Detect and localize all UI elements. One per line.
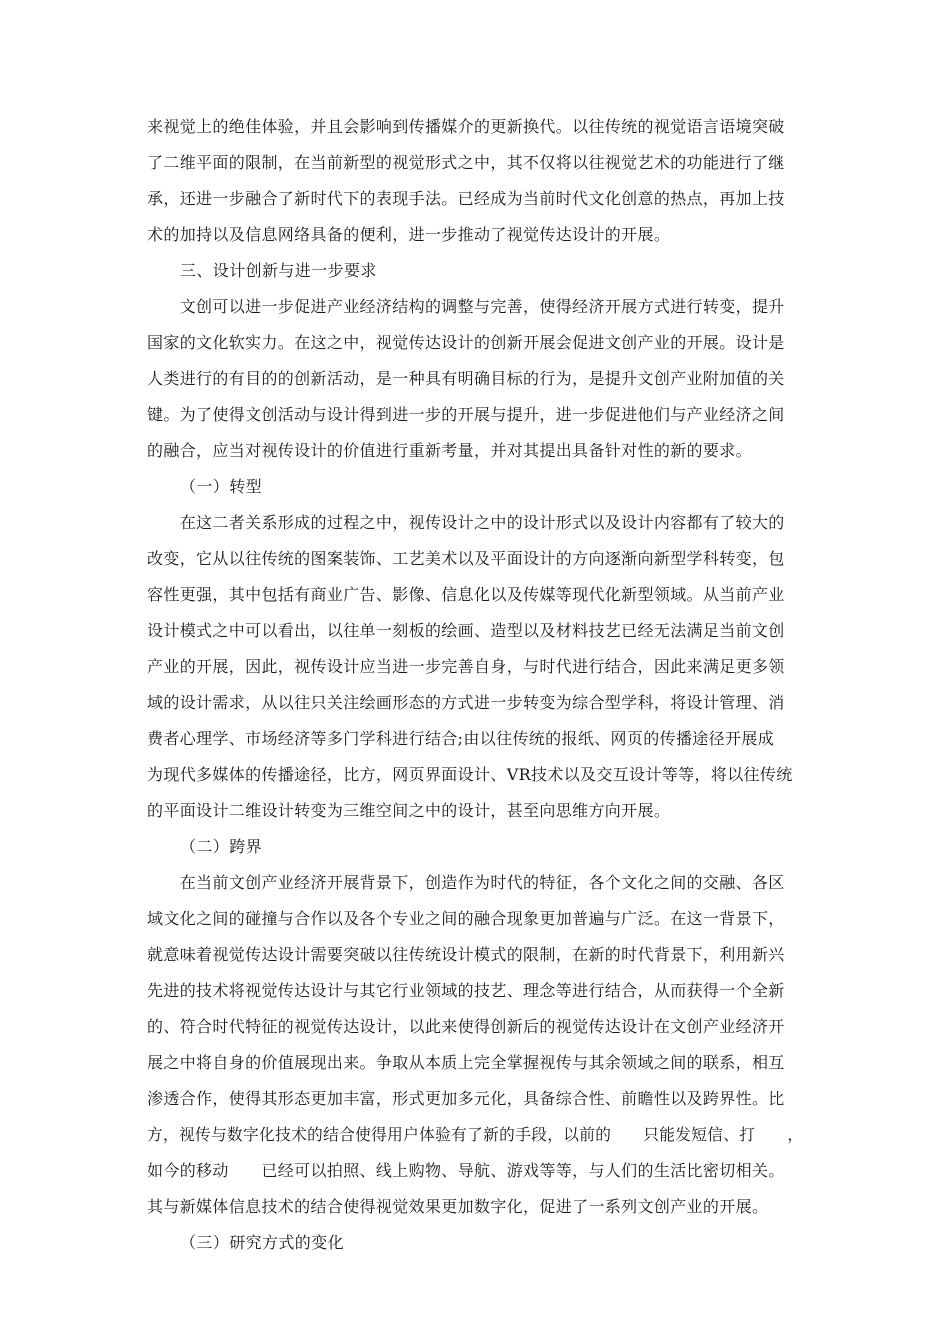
text-line: 了二维平面的限制，在当前新型的视觉形式之中，其不仅将以往视觉艺术的功能进行了继	[147, 153, 785, 172]
text-line: 如今的移动 已经可以拍照、线上购物、导航、游戏等等，与人们的生活比密切相关。	[147, 1161, 785, 1180]
text-line: 的融合，应当对视传设计的价值进行重新考量，并对其提出具备针对性的新的要求。	[147, 441, 752, 460]
text-line: 设计模式之中可以看出，以往单一刻板的绘画、造型以及材料技艺已经无法满足当前文创	[147, 621, 785, 640]
text-line: 先进的技术将视觉传达设计与其它行业领域的技艺、理念等进行结合，从而获得一个全新	[147, 981, 785, 1000]
text-line: 为现代多媒体的传播途径，比方，网页界面设计、VR技术以及交互设计等等，将以往传统	[147, 765, 793, 784]
text-line: 渗透合作，使得其形态更加丰富，形式更加多元化，具备综合性、前瞻性以及跨界性。比	[147, 1089, 785, 1108]
text-line: 域的设计需求，从以往只关注绘画形态的方式进一步转变为综合型学科，将设计管理、消	[147, 693, 785, 712]
subheading-research-method-change: （三）研究方式的变化	[180, 1233, 345, 1252]
text-line: 容性更强，其中包括有商业广告、影像、信息化以及传媒等现代化新型领域。从当前产业	[147, 585, 785, 604]
text-line: 键。为了使得文创活动与设计得到进一步的开展与提升，进一步促进他们与产业经济之间	[147, 405, 785, 424]
text-line: 的平面设计二维设计转变为三维空间之中的设计，甚至向思维方向开展。	[147, 801, 671, 820]
text-line: 产业的开展，因此，视传设计应当进一步完善自身，与时代进行结合，因此来满足更多领	[147, 657, 785, 676]
text-line: 承，还进一步融合了新时代下的表现手法。已经成为当前时代文化创意的热点，再加上技	[147, 189, 785, 208]
text-line: 术的加持以及信息网络具备的便利，进一步推动了视觉传达设计的开展。	[147, 225, 671, 244]
text-line: 在当前文创产业经济开展背景下，创造作为时代的特征，各个文化之间的交融、各区	[147, 873, 785, 892]
text-line: 的、符合时代特征的视觉传达设计，以此来使得创新后的视觉传达设计在文创产业经济开	[147, 1017, 785, 1036]
text-line: 文创可以进一步促进产业经济结构的调整与完善，使得经济开展方式进行转变，提升	[147, 297, 785, 316]
text-line: 费者心理学、市场经济等多门学科进行结合;由以往传统的报纸、网页的传播途径开展成	[147, 729, 775, 748]
subheading-transformation: （一）转型	[180, 477, 263, 496]
text-line: 改变，它从以往传统的图案装饰、工艺美术以及平面设计的方向逐渐向新型学科转变，包	[147, 549, 785, 568]
text-line: 方，视传与数字化技术的结合使得用户体验有了新的手段，以前的 只能发短信、打 ，	[147, 1125, 804, 1144]
text-line: 人类进行的有目的的创新活动，是一种具有明确目标的行为，是提升文创产业附加值的关	[147, 369, 785, 388]
section-heading-design-innovation: 三、设计创新与进一步要求	[180, 261, 377, 280]
subheading-crossover: （二）跨界	[180, 837, 263, 856]
text-line: 展之中将自身的价值展现出来。争取从本质上完全掌握视传与其余领域之间的联系，相互	[147, 1053, 785, 1072]
text-line: 国家的文化软实力。在这之中，视觉传达设计的创新开展会促进文创产业的开展。设计是	[147, 333, 785, 352]
text-line: 其与新媒体信息技术的结合使得视觉效果更加数字化，促进了一系列文创产业的开展。	[147, 1197, 769, 1216]
text-line: 就意味着视觉传达设计需要突破以往传统设计模式的限制，在新的时代背景下，利用新兴	[147, 945, 785, 964]
text-line: 在这二者关系形成的过程之中，视传设计之中的设计形式以及设计内容都有了较大的	[147, 513, 785, 532]
text-line: 来视觉上的绝佳体验，并且会影响到传播媒介的更新换代。以往传统的视觉语言语境突破	[147, 117, 785, 136]
text-line: 域文化之间的碰撞与合作以及各个专业之间的融合现象更加普遍与广泛。在这一背景下，	[147, 909, 785, 928]
